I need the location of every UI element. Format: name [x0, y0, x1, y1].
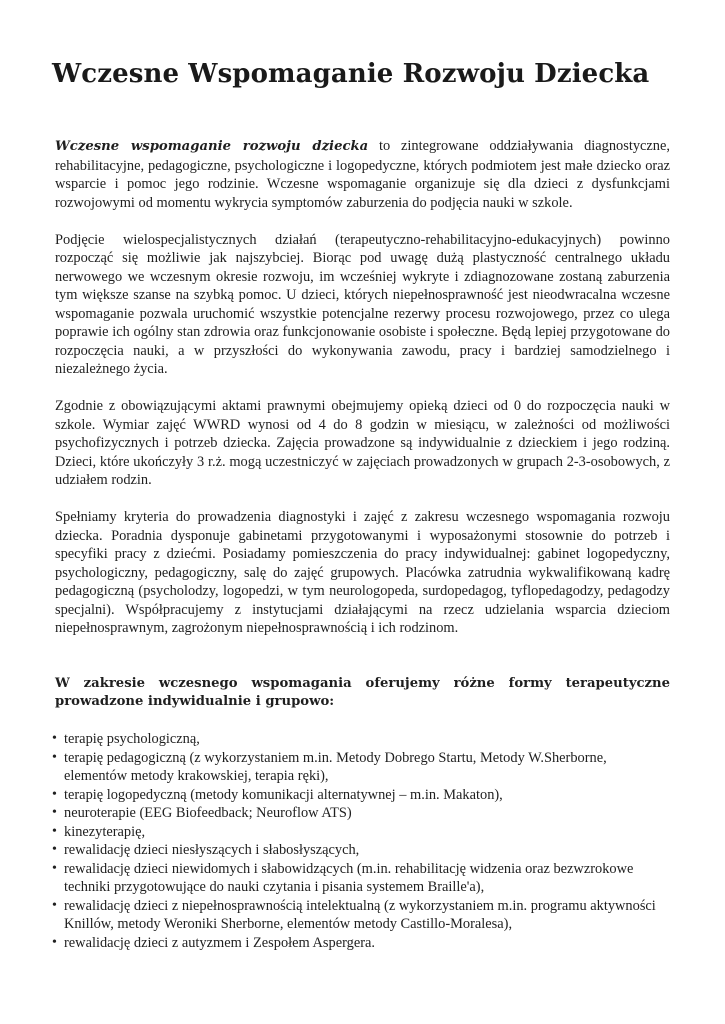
paragraph-early-action: Podjęcie wielospecjalistycznych działań (terapeutyczno-rehabilitacyjno-edukacyjnych) powinno rozpocząć się możliwie jak najszybciej. Biorąc pod uwagę dużą plastyczność centralnego układu nerwowego we wczesnym okresie rozwoju, im wcześniej wykryte i zdiagnozowane zostaną zaburzenia tym większe szanse na szybką pomoc. U dzieci, których niepełnosprawność jest nieodwracalna wczesne wspomaganie pozwala uruchomić wszystkie potencjalne rezerwy procesu rozwojowego, przez co ulega poprawie ich ogólny stan zdrowia oraz funkcjonowanie osobiste i społeczne. Będą lepiej przygotowane do rozpoczęcia nauki, a w przyszłości do wykonywania zawodu, pracy i bardziej samodzielnego i niezależnego życia.: [55, 231, 670, 377]
list-item: • terapię psychologiczną,: [52, 731, 200, 747]
bullet-icon: •: [52, 749, 57, 765]
intro-lead-term: Wczesne wspomaganie rozwoju dziecka: [55, 139, 369, 154]
document-body: [52, 137, 670, 952]
intro-text: to zintegrowane oddziaływania diagnostyczne, rehabilitacyjne, pedagogiczne, psychologiczne i logopedyczne, których podmiotem jest małe dziecko oraz wsparcie i pomoc jego rodzinie. Wczesne wspomaganie organizuje się dla dzieci z dysfunkcjami rozwojowymi od momentu wykrycia symptomów zaburzenia do podjęcia nauki w szkole.: [55, 138, 670, 211]
bullet-icon: •: [52, 860, 57, 876]
bullet-icon: •: [52, 823, 57, 839]
bullet-icon: •: [52, 934, 57, 950]
list-item: • rewalidację dzieci niewidomych i słabowidzących (m.in. rehabilitację widzenia oraz bezwzrokowe techniki przygotowujące do nauki czytania i pisania systemem Braille'a),: [52, 860, 634, 895]
paragraph-facility: Spełniamy kryteria do prowadzenia diagnostyki i zajęć z zakresu wczesnego wspomagania rozwoju dziecka. Poradnia dysponuje gabinetami przygotowanymi i wyposażonymi stosownie do potrzeb i specyfiki pracy z dziećmi. Posiadamy pomieszczenia do pracy indywidualnej: gabinet logopedyczny, psychologiczny, pedagogiczny, salę do zajęć grupowych. Placówka zatrudnia wykwalifikowaną kadrę pedagogiczną (psycholodzy, logopedzi, w tym neurologopeda, surdopedagog, tyflopedagodzy, pedagodzy specjalni). Współpracujemy z instytucjami działającymi na rzecz udzielania wsparcia dzieciom niepełnosprawnym, zagrożonym niepełnosprawnością i ich rodzinom.: [55, 509, 670, 636]
offer-heading: W zakresie wczesnego wspomagania oferujemy różne formy terapeutyczne prowadzone indywidualnie i grupowo:: [55, 675, 670, 709]
bullet-icon: •: [52, 842, 57, 857]
intro-paragraph: [55, 137, 670, 212]
bullet-icon: •: [52, 731, 57, 746]
list-item: • rewalidację dzieci niesłyszących i słabosłyszących,: [52, 842, 360, 858]
list-item: • terapię logopedyczną (metody komunikacji alternatywnej – m.in. Makaton),: [52, 786, 503, 803]
paragraph-legal-scope: Zgodnie z obowiązującymi aktami prawnymi obejmujemy opieką dzieci od 0 do rozpoczęcia nauki w szkole. Wymiar zajęć WWRD wynosi od 4 do 8 godzin w miesiącu, w zależności od możliwości psychofizycznych i potrzeb dziecka. Zajęcia prowadzone są indywidualnie z dzieckiem i jego rodziną. Dzieci, które ukończyły 3 r.ż. mogą uczestniczyć w zajęciach prowadzonych w grupach 2-3-osobowych, z udziałem rodzin.: [55, 398, 670, 488]
list-item: • kinezyterapię,: [52, 823, 146, 840]
list-item: • neuroterapie (EEG Biofeedback; Neuroflow ATS): [52, 805, 352, 821]
bullet-icon: •: [52, 897, 57, 913]
list-item: • rewalidację dzieci z niepełnosprawnością intelektualną (z wykorzystaniem m.in. programu aktywności Knillów, metody Weroniki Sherborne, elementów metody Castillo-Moralesa),: [52, 897, 656, 932]
bullet-icon: •: [52, 805, 57, 820]
list-item: • rewalidację dzieci z autyzmem i Zespołem Aspergera.: [52, 934, 375, 951]
bullet-icon: •: [52, 786, 57, 802]
list-item: • terapię pedagogiczną (z wykorzystaniem m.in. Metody Dobrego Startu, Metody W.Sherborne, elementów metody krakowskiej, terapia ręki),: [52, 749, 607, 784]
offer-list: [52, 730, 670, 952]
page-title: Wczesne Wspomaganie Rozwoju Dziecka: [52, 59, 650, 89]
